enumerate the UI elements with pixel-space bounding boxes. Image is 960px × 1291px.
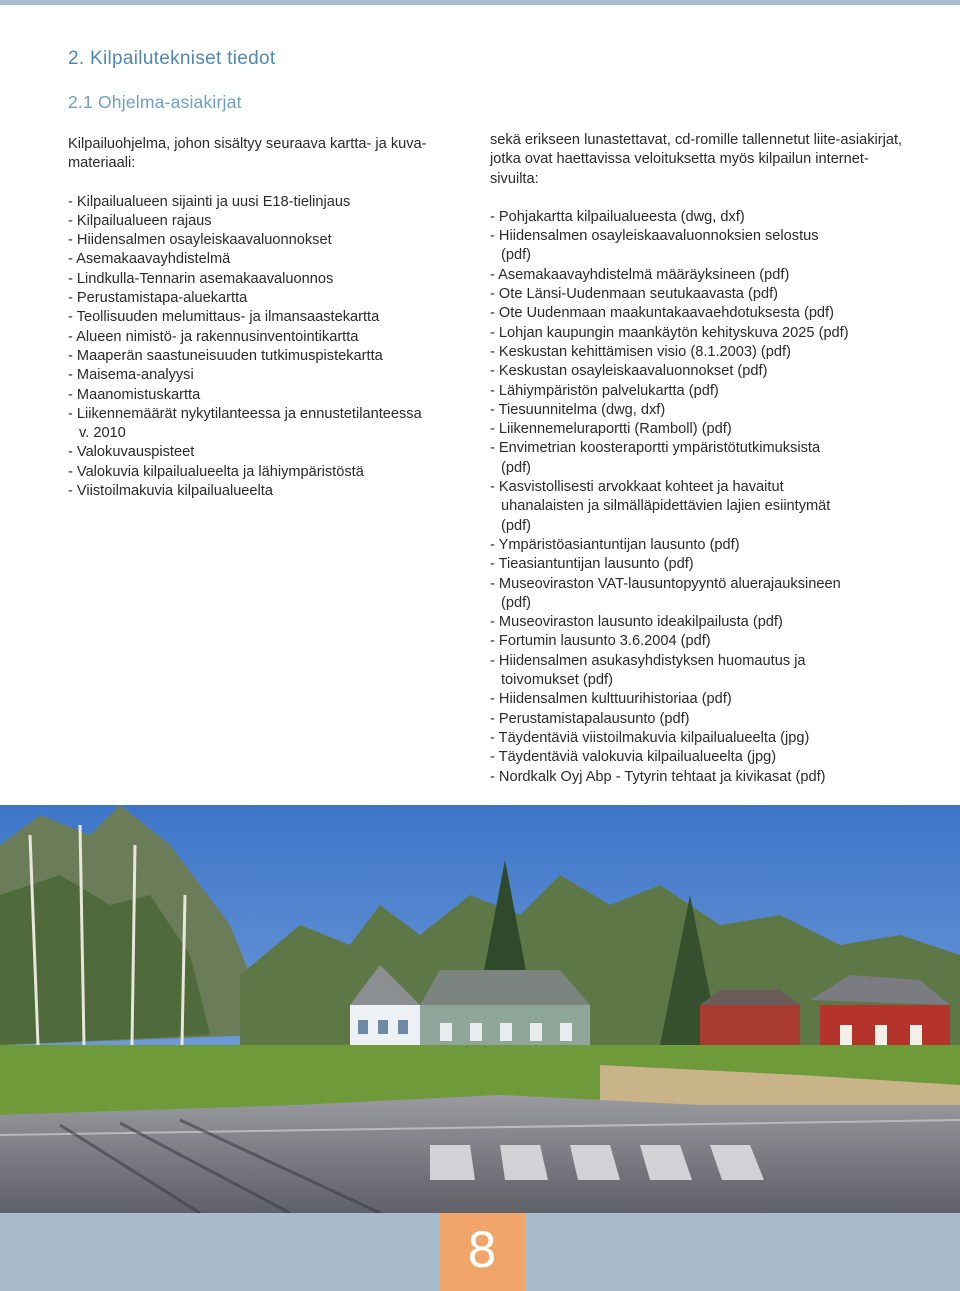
top-rule xyxy=(0,0,960,5)
left-column xyxy=(68,135,478,501)
list-item: - Valokuvia kilpailualueelta ja lähiympäristöstä xyxy=(68,463,364,480)
list-item: - Tiesuunnitelma (dwg, dxf) xyxy=(490,401,666,418)
right-column xyxy=(490,131,908,787)
list-item: - Ote Uudenmaan maakuntakaavaehdotuksesta (pdf) xyxy=(490,305,834,322)
section-heading: 2. Kilpailutekniset tiedot xyxy=(68,48,276,69)
list-item-continuation: (pdf) xyxy=(501,459,532,476)
subsection-heading: 2.1 Ohjelma-asiakirjat xyxy=(68,92,242,112)
list-item: - Hiidensalmen osayleiskaavaluonnokset xyxy=(68,232,332,249)
list-item-continuation: v. 2010 xyxy=(79,425,126,442)
list-item: - Museoviraston lausunto ideakilpailusta (pdf) xyxy=(490,614,783,631)
list-item: - Envimetrian koosteraportti ympäristötutkimuksista xyxy=(490,440,821,457)
list-item: - Liikennemäärät nykytilanteessa ja ennustetilanteessa xyxy=(68,405,422,422)
list-item: - Ote Länsi-Uudenmaan seutukaavasta (pdf) xyxy=(490,286,778,303)
list-item: - Valokuvauspisteet xyxy=(68,444,195,461)
list-item-continuation: (pdf) xyxy=(501,247,532,264)
list-item: - Teollisuuden melumittaus- ja ilmansaastekartta xyxy=(68,309,380,326)
list-item: - Hiidensalmen osayleiskaavaluonnoksien selostus xyxy=(490,228,819,245)
list-item: - Kasvistollisesti arvokkaat kohteet ja havaitut xyxy=(490,479,784,496)
list-item: - Pohjakartta kilpailualueesta (dwg, dxf) xyxy=(490,208,745,225)
left-list xyxy=(68,193,478,502)
list-item: - Keskustan kehittämisen visio (8.1.2003) (pdf) xyxy=(490,343,791,360)
list-item-continuation: (pdf) xyxy=(501,594,532,611)
list-item: - Tieasiantuntijan lausunto (pdf) xyxy=(490,556,694,573)
list-item: - Lähiympäristön palvelukartta (pdf) xyxy=(490,382,719,399)
list-item: - Maanomistuskartta xyxy=(68,386,201,403)
right-intro: sekä erikseen lunastettavat, cd-romille tallennetut liite-asiakirjat, jotka ovat haettavissa veloituksetta myös kilpailun internet-sivuilta: xyxy=(490,132,903,187)
list-item: - Kilpailualueen sijainti ja uusi E18-tielinjaus xyxy=(68,193,351,210)
list-item: - Hiidensalmen asukasyhdistyksen huomautus ja xyxy=(490,652,806,669)
list-item: - Lohjan kaupungin maankäytön kehityskuva 2025 (pdf) xyxy=(490,324,849,341)
list-item: - Asemakaavayhdistelmä määräyksineen (pdf) xyxy=(490,266,790,283)
landscape-photo xyxy=(0,805,960,1213)
list-item: - Alueen nimistö- ja rakennusinventointikartta xyxy=(68,328,359,345)
list-item: - Liikennemeluraportti (Ramboll) (pdf) xyxy=(490,421,732,438)
list-item: - Kilpailualueen rajaus xyxy=(68,212,212,229)
list-item: - Hiidensalmen kulttuurihistoriaa (pdf) xyxy=(490,691,732,708)
list-item: - Maisema-analyysi xyxy=(68,367,194,384)
list-item: - Asemakaavayhdistelmä xyxy=(68,251,231,268)
page-number-box xyxy=(439,1213,525,1291)
list-item-continuation: toivomukset (pdf) xyxy=(501,672,613,689)
list-item: - Lindkulla-Tennarin asemakaavaluonnos xyxy=(68,270,334,287)
list-item: - Museoviraston VAT-lausuntopyyntö aluerajauksineen xyxy=(490,575,841,592)
list-item: - Täydentäviä viistoilmakuvia kilpailualueelta (jpg) xyxy=(490,729,810,746)
list-item: - Keskustan osayleiskaavaluonnokset (pdf) xyxy=(490,363,768,380)
page-number: 8 xyxy=(466,1223,498,1279)
list-item-continuation: (pdf) xyxy=(501,517,532,534)
list-item: - Täydentäviä valokuvia kilpailualueelta (jpg) xyxy=(490,749,777,766)
list-item: - Ympäristöasiantuntijan lausunto (pdf) xyxy=(490,536,740,553)
list-item: - Perustamistapa-aluekartta xyxy=(68,290,248,307)
list-item: - Nordkalk Oyj Abp - Tytyrin tehtaat ja kivikasat (pdf) xyxy=(490,768,826,785)
list-item: - Viistoilmakuvia kilpailualueelta xyxy=(68,483,273,500)
list-item: - Fortumin lausunto 3.6.2004 (pdf) xyxy=(490,633,711,650)
list-item: - Maaperän saastuneisuuden tutkimuspistekartta xyxy=(68,347,383,364)
list-item: - Perustamistapalausunto (pdf) xyxy=(490,710,690,727)
list-item-continuation: uhanalaisten ja silmälläpidettävien lajien esiintymät xyxy=(501,498,831,515)
left-intro: Kilpailuohjelma, johon sisältyy seuraava kartta- ja kuva-materiaali: xyxy=(68,136,427,172)
right-list xyxy=(490,208,908,787)
